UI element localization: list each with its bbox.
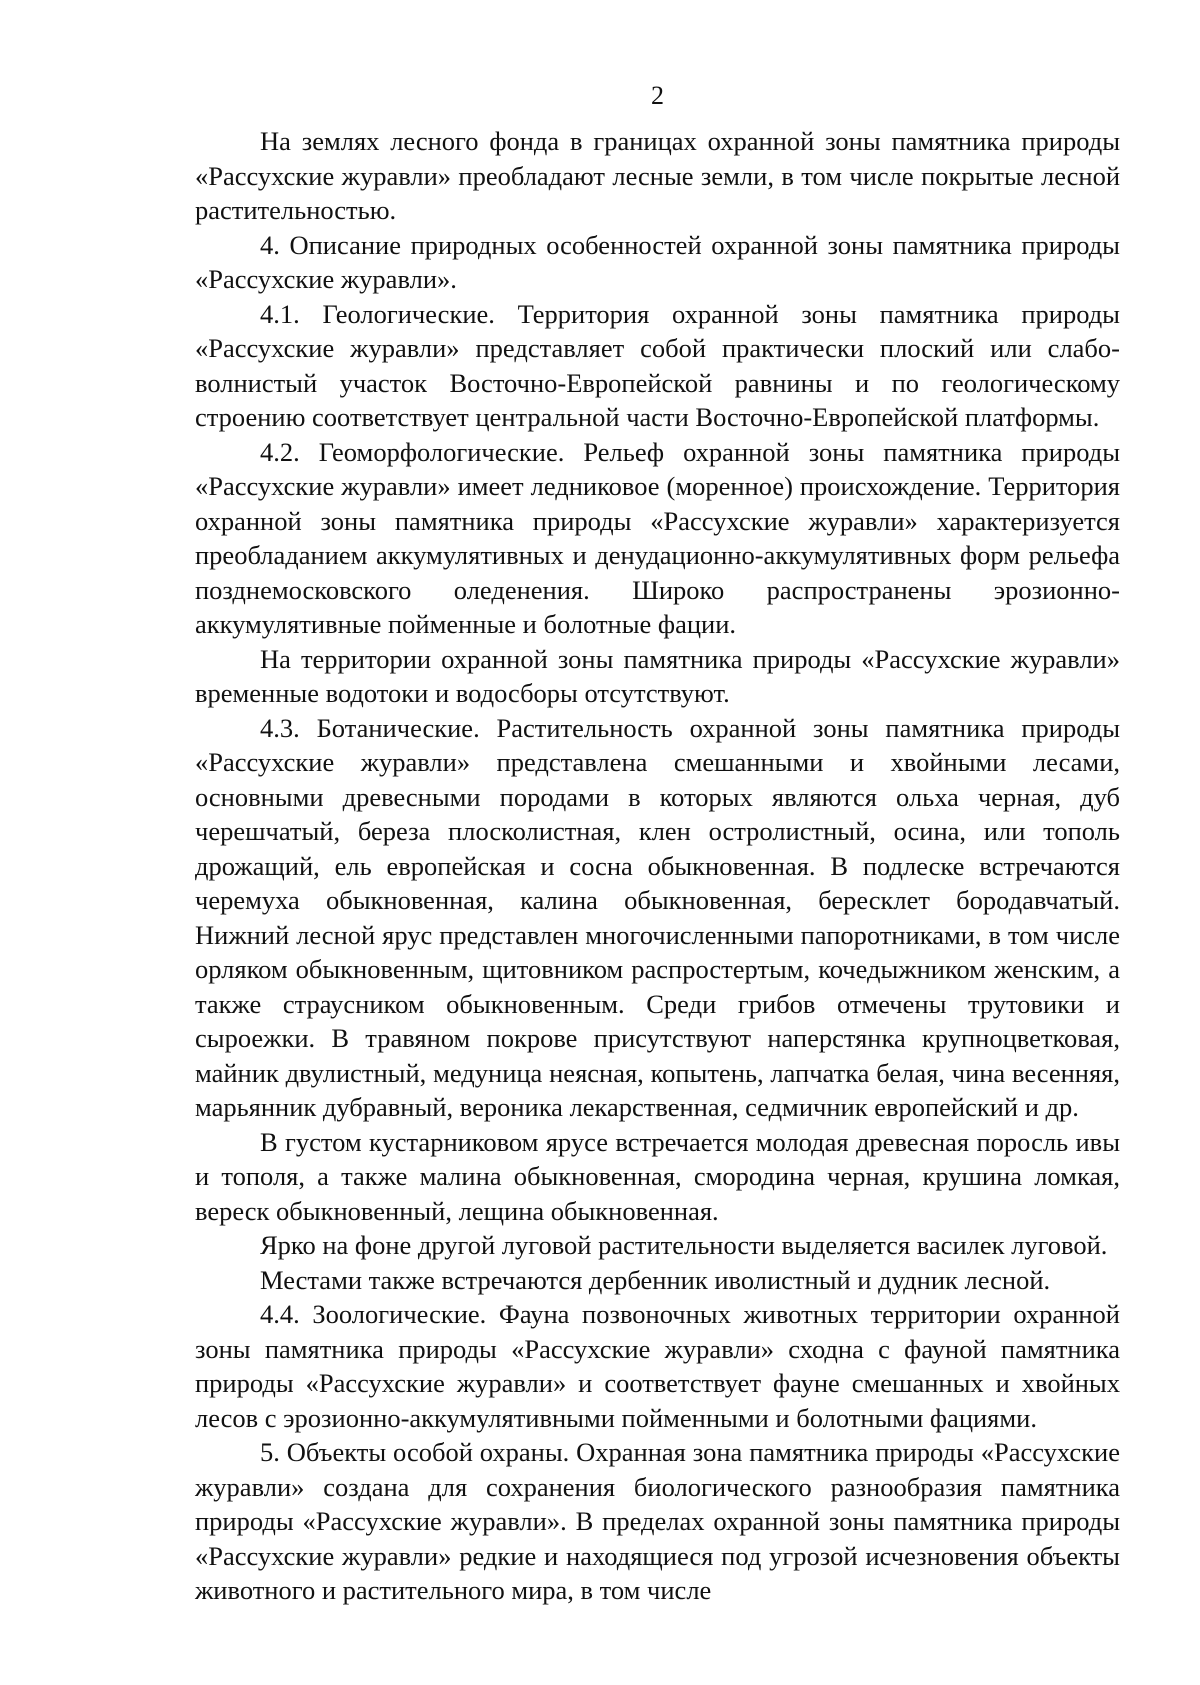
paragraph-shrub-layer: В густом кустарниковом ярусе встречается молодая древесная поросль ивы и тополя, а также малина обыкновенная, смородина черная, крушина ломкая, вереск обыкновенный, лещина обыкновенная. [195,1126,1120,1226]
paragraph-cornflower: Ярко на фоне другой луговой растительности выделяется василек луговой. [260,1230,1108,1260]
paragraph-5-protected-objects: 5. Объекты особой охраны. Охранная зона памятника природы «Рассухские журавли» создана для сохранения биологического разнообразия памятника природы «Рассухские журавли». В пределах охранной зоны памятника природы «Рассухские журавли» редкие и находящиеся под угрозой исчезновения объекты животного и растительного мира, в том числе [195,1437,1120,1605]
paragraph-watercourses: На территории охранной зоны памятника природы «Рассухские журавли» временные водотоки и водосборы отсутствуют. [195,643,1120,708]
paragraph-4-2-geomorphological: 4.2. Геоморфологические. Рельеф охранной зоны памятника природы «Рассухские журавли» имеет ледниковое (моренное) происхождение. Территория охранной зоны памятника природы «Рассухские журавли» характеризуется преобладанием аккумулятивных и денудационно-аккумулятивных форм рельефа позднемосковского оледенения. Широко распространены эрозионно-аккумулятивные пойменные и болотные фации. [195,436,1120,639]
paragraph-section-4-heading: 4. Описание природных особенностей охранной зоны памятника природы «Рассухские журавли». [195,229,1120,294]
document-body [195,124,1120,1608]
paragraph-loosestrife: Местами также встречаются дербенник иволистный и дудник лесной. [260,1264,1051,1295]
paragraph-forest-lands: На землях лесного фонда в границах охранной зоны памятника природы «Рассухские журавли» преобладают лесные земли, в том числе покрытые лесной растительностью. [195,126,1120,225]
page-number: 2 [651,81,664,110]
paragraph-4-4-zoological: 4.4. Зоологические. Фауна позвоночных животных территории охранной зоны памятника природы «Рассухские журавли» сходна с фауной памятника природы «Рассухские журавли» и соответствует фауне смешанных и хвойных лесов с эрозионно-аккумулятивными пойменными и болотными фациями. [195,1299,1120,1433]
paragraph-4-1-geological: 4.1. Геологические. Территория охранной зоны памятника природы «Рассухские журавли» представляет собой практически плоский или слабоволнистый участок Восточно-Европейской равнины и по геологическому строению соответствует центральной части Восточно-Европейской платформы. [195,298,1120,432]
paragraph-4-3-botanical: 4.3. Ботанические. Растительность охранной зоны памятника природы «Рассухские журавли» представлена смешанными и хвойными лесами, основными древесными породами в которых являются ольха черная, дуб черешчатый, береза плосколистная, клен остролистный, осина, или тополь дрожащий, ель европейская и сосна обыкновенная. В подлеске встречаются черемуха обыкновенная, калина обыкновенная, бересклет бородавчатый. Нижний лесной ярус представлен многочисленными папоротниками, в том числе орляком обыкновенным, щитовником распростертым, кочедыжником женским, а также страусником обыкновенным. Среди грибов отмечены трутовики и сыроежки. В травяном покрове присутствуют наперстянка крупноцветковая, майник двулистный, медуница неясная, копытень, лапчатка белая, чина весенняя, марьянник дубравный, вероника лекарственная, седмичник европейский и др. [195,712,1120,1122]
